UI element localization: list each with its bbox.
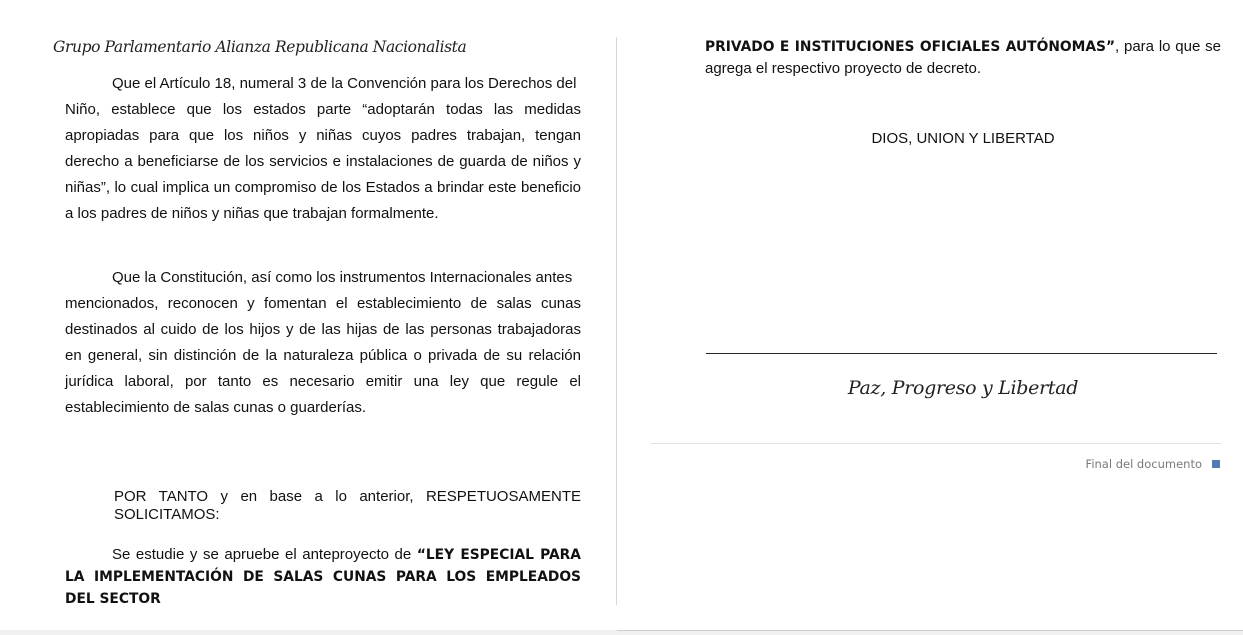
end-divider <box>651 443 1221 444</box>
page-right <box>617 0 1243 607</box>
paragraph-body: Niño, establece que los estados parte “adoptarán todas las medidas apropiadas para que los niños y niñas cuyos padres trabajan, tengan derecho a beneficiarse de los servicios e instalaciones de guarda de niños y niñas”, lo cual implica un compromiso de los Estados a brindar este beneficio a los padres de niños y niñas que trabajan formalmente. <box>65 101 581 222</box>
paragraph-constitucion <box>65 265 581 421</box>
motto-script: Paz, Progreso y Libertad <box>847 377 1079 399</box>
end-of-document-marker-icon <box>1212 460 1220 468</box>
signature-line <box>706 353 1217 354</box>
law-title-part2: PRIVADO E INSTITUCIONES OFICIALES AUTÓNOMAS” <box>705 39 1116 55</box>
continuation-body: , para lo que se agrega el respectivo proyecto de decreto. <box>705 38 1221 77</box>
page-divider <box>616 37 617 605</box>
request-intro: Se estudie y se apruebe el anteproyecto de <box>112 546 417 563</box>
motto-caps: DIOS, UNION Y LIBERTAD <box>871 130 1055 147</box>
continuation-paragraph <box>705 36 1221 80</box>
paragraph-articulo-18 <box>65 71 581 227</box>
paragraph-first-line: Que el Artículo 18, numeral 3 de la Convención para los Derechos del <box>112 75 577 92</box>
request-paragraph <box>65 544 581 610</box>
paragraph-body: mencionados, reconocen y fomentan el establecimiento de salas cunas destinados al cuido de los hijos y de las hijas de las personas trabajadoras en general, sin distinción de la naturaleza pública o privada de su relación jurídica laboral, por tanto es necesario emitir una ley que regule el establecimiento de salas cunas o guarderías. <box>65 295 581 416</box>
law-title-part1: “LEY ESPECIAL PARA LA IMPLEMENTACIÓN DE SALAS CUNAS PARA LOS EMPLEADOS DEL SECTOR <box>65 547 581 607</box>
end-of-document-label: Final del documento <box>1085 457 1202 471</box>
document-header: Grupo Parlamentario Alianza Republicana Nacionalista <box>53 38 467 56</box>
paragraph-first-line: Que la Constitución, así como los instrumentos Internacionales antes <box>112 269 573 286</box>
por-tanto-paragraph: POR TANTO y en base a lo anterior, RESPETUOSAMENTE SOLICITAMOS: <box>114 488 581 523</box>
bottom-strip-rule <box>617 630 1243 631</box>
